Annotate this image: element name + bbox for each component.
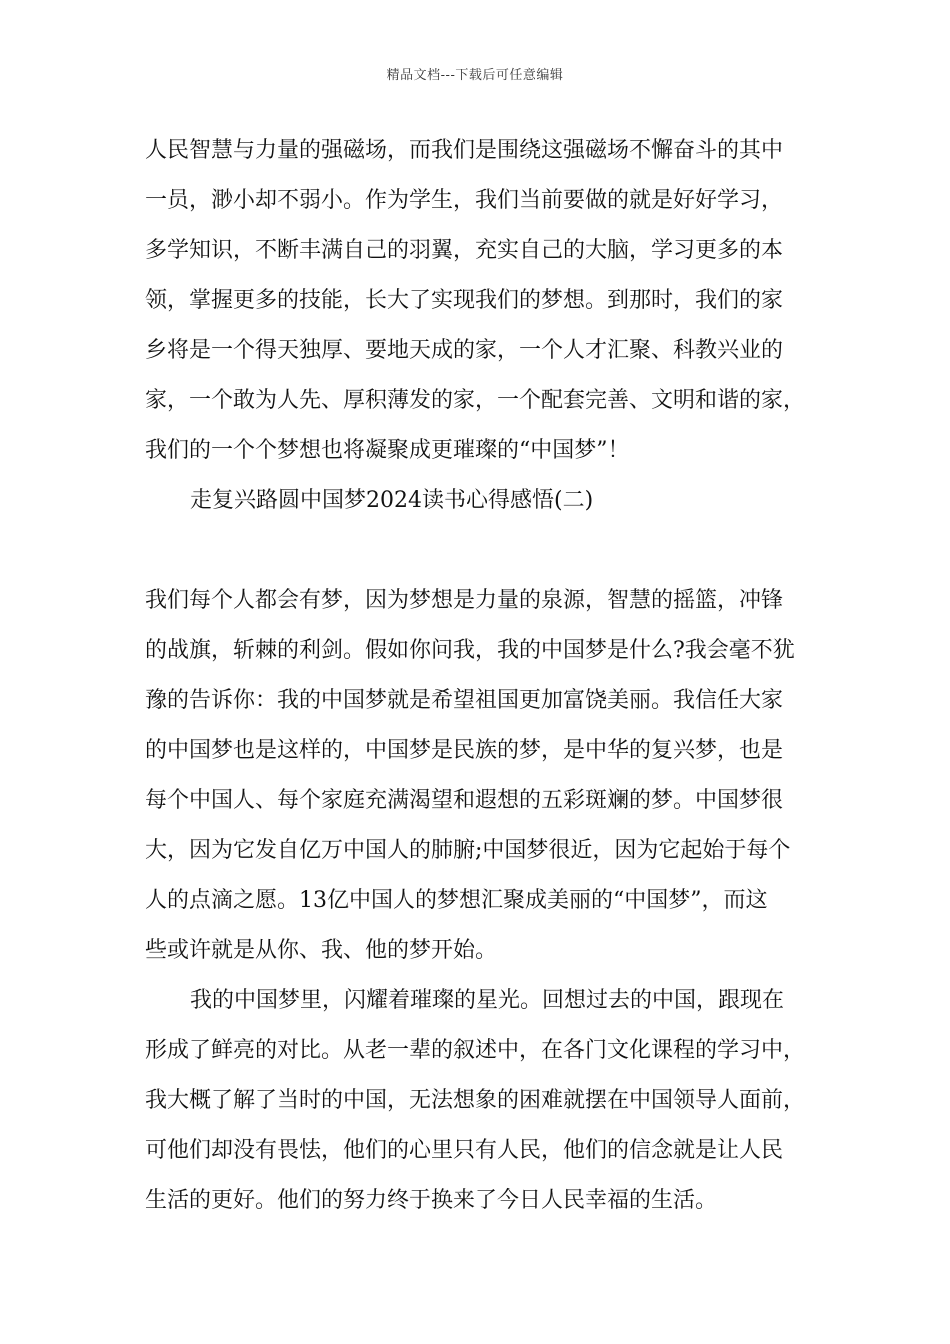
paragraph-line: 形成了鲜亮的对比。从老一辈的叙述中，在各门文化课程的学习中， (145, 1038, 806, 1063)
paragraph-line: 领，掌握更多的技能，长大了实现我们的梦想。到那时，我们的家 (145, 288, 784, 313)
section-title: 走复兴路圆中国梦2024读书心得感悟(二) (190, 488, 594, 513)
paragraph-line: 我的中国梦里，闪耀着璀璨的星光。回想过去的中国，跟现在 (190, 988, 785, 1013)
paragraph-line: 家，一个敢为人先、厚积薄发的家，一个配套完善、文明和谐的家， (145, 388, 806, 413)
paragraph-line: 可他们却没有畏怯，他们的心里只有人民，他们的信念就是让人民 (145, 1138, 784, 1163)
page-header: 精品文档---下载后可任意编辑 (386, 68, 564, 83)
paragraph-line: 人民智慧与力量的强磁场，而我们是围绕这强磁场不懈奋斗的其中 (145, 138, 784, 163)
paragraph-line: 些或许就是从你、我、他的梦开始。 (145, 938, 498, 963)
paragraph-line: 我们每个人都会有梦，因为梦想是力量的泉源，智慧的摇篮，冲锋 (145, 588, 784, 613)
paragraph-line: 人的点滴之愿。13亿中国人的梦想汇聚成美丽的“中国梦”，而这 (145, 888, 768, 913)
paragraph-line: 生活的更好。他们的努力终于换来了今日人民幸福的生活。 (145, 1188, 718, 1213)
paragraph-line: 乡将是一个得天独厚、要地天成的家，一个人才汇聚、科教兴业的 (145, 338, 784, 363)
paragraph-line: 的战旗，斩棘的利剑。假如你问我，我的中国梦是什么?我会毫不犹 (145, 638, 795, 663)
paragraph-line: 的中国梦也是这样的，中国梦是民族的梦，是中华的复兴梦，也是 (145, 738, 784, 763)
paragraph-line: 大，因为它发自亿万中国人的肺腑;中国梦很近，因为它起始于每个 (145, 838, 791, 863)
paragraph-line: 我大概了解了当时的中国，无法想象的困难就摆在中国领导人面前， (145, 1088, 806, 1113)
paragraph-line: 每个中国人、每个家庭充满渴望和遐想的五彩斑斓的梦。中国梦很 (145, 788, 784, 813)
paragraph-line: 一员，渺小却不弱小。作为学生，我们当前要做的就是好好学习， (145, 188, 784, 213)
paragraph-line: 豫的告诉你：我的中国梦就是希望祖国更加富饶美丽。我信任大家 (145, 688, 784, 713)
paragraph-line: 多学知识，不断丰满自己的羽翼，充实自己的大脑，学习更多的本 (145, 238, 784, 263)
paragraph-line: 我们的一个个梦想也将凝聚成更璀璨的“中国梦”！ (145, 438, 630, 463)
